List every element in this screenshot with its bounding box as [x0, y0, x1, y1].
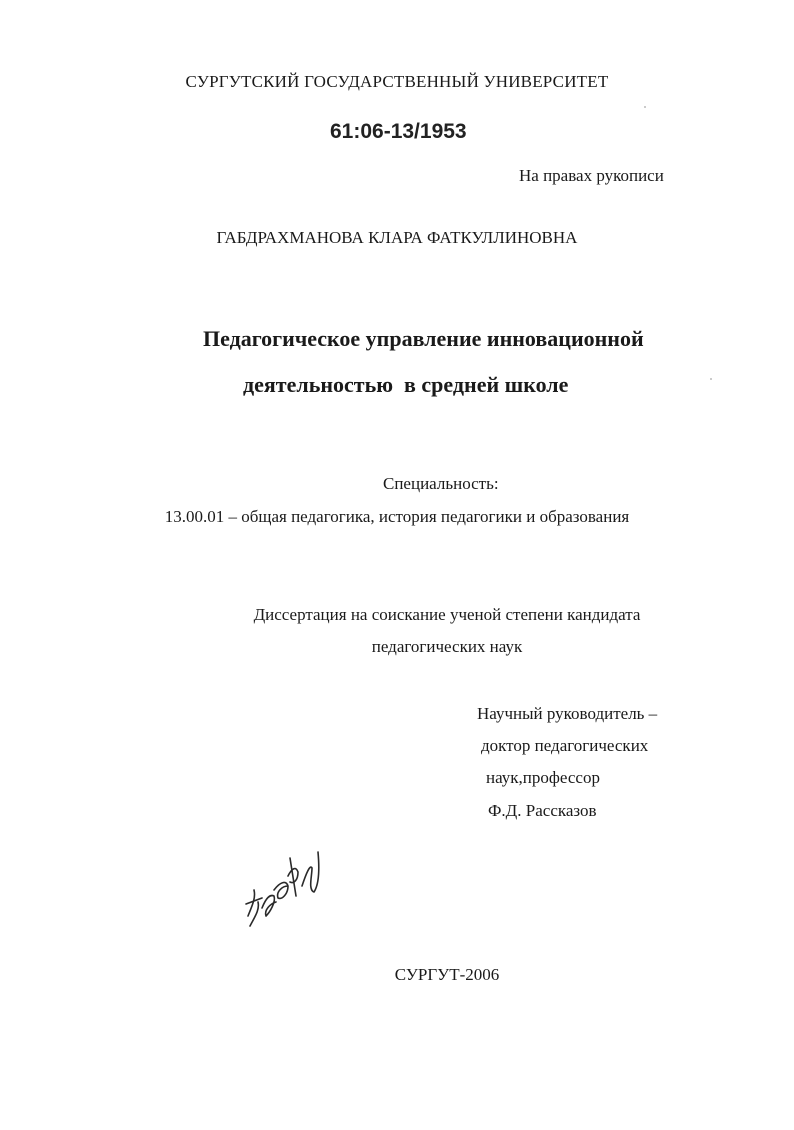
handwritten-signature [240, 846, 330, 936]
manuscript-rights: На правах рукописи [519, 166, 664, 185]
degree-line-2: педагогических наук [371, 637, 523, 656]
scan-speck [710, 378, 712, 380]
catalog-number: 61:06-13/1953 [330, 120, 467, 143]
supervisor-role: Научный руководитель – [477, 704, 658, 723]
specialty-value: 13.00.01 – общая педагогика, история педагогики и образования [164, 507, 630, 526]
degree-line-1: Диссертация на соискание ученой степени кандидата [253, 605, 641, 624]
city-year: СУРГУТ-2006 [394, 965, 500, 984]
supervisor-name: Ф.Д. Рассказов [488, 801, 597, 820]
scan-speck [644, 106, 646, 108]
author-name: ГАБДРАХМАНОВА КЛАРА ФАТКУЛЛИНОВНА [216, 228, 578, 247]
dissertation-title-line-2: деятельностью в средней школе [243, 372, 569, 397]
university-name: СУРГУТСКИЙ ГОСУДАРСТВЕННЫЙ УНИВЕРСИТЕТ [185, 72, 609, 91]
dissertation-title-line-1: Педагогическое управление инновационной [203, 326, 644, 351]
specialty-label: Специальность: [383, 474, 499, 493]
supervisor-degree: доктор педагогических [481, 736, 649, 755]
supervisor-title: наук,профессор [486, 768, 600, 787]
